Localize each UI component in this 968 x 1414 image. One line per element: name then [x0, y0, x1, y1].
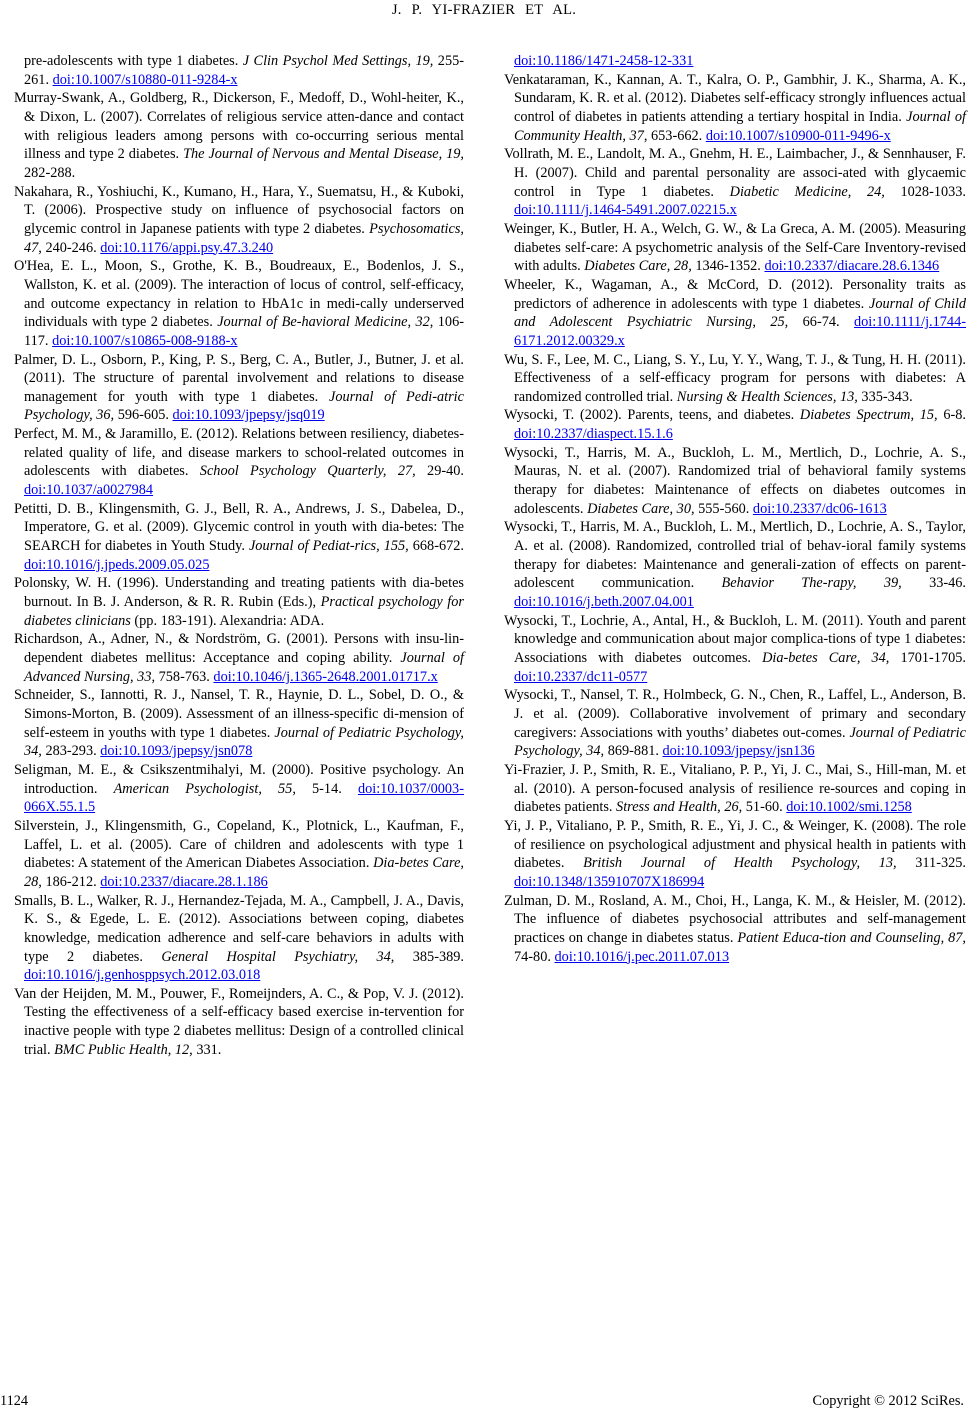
journal-title: Journal of Be-havioral Medicine, 32,	[217, 314, 434, 331]
reference-entry	[14, 425, 464, 500]
journal-title: Journal of Pediatric Psychology, 34,	[24, 724, 464, 760]
journal-title: Patient Educa-tion and Counseling, 87,	[737, 929, 966, 946]
reference-entry	[504, 351, 966, 407]
reference-entry	[14, 351, 464, 426]
doi-link[interactable]: doi:10.1016/j.jpeds.2009.05.025	[24, 556, 210, 573]
doi-link[interactable]: doi:10.2337/dc06-1613	[752, 500, 887, 517]
journal-title: Diabetes Spectrum, 15,	[799, 407, 938, 424]
reference-text: 186-212.	[41, 873, 101, 890]
doi-link[interactable]: doi:10.1111/j.1464-5491.2007.02215.x	[514, 202, 737, 219]
doi-link[interactable]: doi:10.1016/j.beth.2007.04.001	[514, 594, 694, 611]
reference-entry	[504, 276, 966, 351]
journal-title: BMC Public Health, 12,	[54, 1041, 193, 1058]
reference-text: Nakahara, R., Yoshiuchi, K., Kumano, H., Hara, Y., Suematsu, H., & Kuboki, T. (2006). Prospective study on influence of psychosocial factors on glycemic control in Japanese patients with type 2 diabetes.	[14, 183, 464, 237]
reference-text: 51-60.	[742, 799, 787, 816]
page-number: 1124	[0, 1393, 29, 1409]
reference-text: 1028-1033.	[884, 183, 966, 200]
reference-entry	[504, 406, 966, 443]
doi-link[interactable]: doi:10.1093/jpepsy/jsq019	[172, 407, 325, 424]
journal-title: Dia-betes Care, 28,	[24, 855, 464, 890]
doi-link[interactable]: doi:10.1111/j.1744-6171.2012.00329.x	[514, 314, 966, 349]
reference-text: Wysocki, T., Harris, M. A., Buckloh, L. M., Mertlich, D., Lochrie, A. S., Taylor, A. et al. (2008). Randomized, controlled trial of behav-ioral family systems therapy for diabetes: Maintenance and generali-zation of effects on parent-adolescent communication.	[504, 519, 966, 592]
running-header: J. P. YI-FRAZIER ET AL.	[391, 2, 577, 18]
reference-entry	[504, 145, 966, 220]
doi-link[interactable]: doi:10.1016/j.genhosppsych.2012.03.018	[24, 967, 261, 984]
reference-text: 240-246.	[41, 239, 101, 256]
reference-text: 311-325.	[896, 855, 966, 872]
reference-text: Smalls, B. L., Walker, R. J., Hernandez-Tejada, M. A., Campbell, J. A., Davis, K. S., & Egede, L. E. (2012). Associations between coping, diabetes knowledge, medication adherence and self-care behaviors in adults with type 2 diabetes.	[14, 892, 464, 965]
doi-link[interactable]: doi:10.1037/0003-066X.55.1.5	[24, 780, 464, 816]
journal-title: Dia-betes Care, 34,	[762, 650, 890, 666]
reference-text: 331.	[192, 1041, 222, 1058]
reference-text: Yi-Frazier, J. P., Smith, R. E., Vitaliano, P. P., Yi, J. C., Mai, S., Hill-man, M. et al. (2010). A person-focused analysis of resilience re-sources and coping in diabetes patients.	[504, 761, 966, 816]
journal-title: Journal of Advanced Nursing, 33,	[24, 650, 465, 685]
reference-text: 29-40.	[415, 463, 464, 480]
journal-title: Journal of Pediat-rics, 155,	[248, 538, 409, 555]
reference-text: Venkataraman, K., Kannan, A. T., Kalra, O. P., Gambhir, J. K., Sharma, A. K., Sundaram, K. R. et al. (2012). Diabetes self-efficacy strongly influences actual control of diabetes in patients attending a tertiary hospital in India.	[504, 71, 966, 125]
doi-link[interactable]: doi:10.1046/j.1365-2648.2001.01717.x	[213, 668, 438, 685]
journal-title: British Journal of Health Psychology, 13,	[583, 855, 897, 872]
doi-link[interactable]: doi:10.1348/135910707X186994	[514, 873, 705, 890]
reference-entry	[14, 89, 464, 182]
reference-entry	[504, 612, 966, 687]
reference-text: 385-389.	[394, 948, 464, 965]
journal-title: Journal of Community Health, 37,	[514, 108, 967, 144]
doi-link[interactable]: doi:10.1007/s10900-011-9496-x	[705, 127, 891, 144]
reference-text: 758-763.	[155, 668, 214, 685]
journal-title: Stress and Health, 26,	[616, 799, 743, 816]
doi-link[interactable]: doi:10.1007/s10880-011-9284-x	[52, 71, 238, 88]
doi-link[interactable]: doi:10.1176/appi.psy.47.3.240	[100, 239, 274, 256]
reference-entry	[14, 686, 464, 761]
reference-text: 596-605.	[114, 407, 173, 424]
doi-link[interactable]: doi:10.1093/jpepsy/jsn136	[662, 743, 815, 760]
journal-title: American Psychologist, 55,	[113, 780, 296, 797]
reference-text: 335-343.	[857, 388, 913, 405]
reference-entry	[504, 444, 966, 519]
reference-text: Wheeler, K., Wagaman, A., & McCord, D. (2012). Personality traits as predictors of adherence in adolescents with type 1 diabetes.	[504, 276, 966, 312]
reference-text: Vollrath, M. E., Landolt, M. A., Gnehm, H. E., Laimbacher, J., & Sennhauser, F. H. (2007). Child and parental personality are associ-ated with glycaemic control in Type 1 diabetes.	[504, 146, 966, 200]
reference-entry	[504, 817, 966, 892]
reference-entry	[504, 686, 966, 761]
journal-title: J Clin Psychol Med Settings, 19,	[242, 53, 434, 69]
journal-title: Behavior The-rapy, 39,	[721, 575, 902, 592]
copyright-notice: Copyright © 2012 SciRes.	[812, 1393, 964, 1409]
reference-text: 1346-1352.	[691, 258, 765, 275]
reference-text: Yi, J. P., Vitaliano, P. P., Smith, R. E., Yi, J. C., & Weinger, K. (2008). The role of resilience on psychological adjustment and physical health in patients with diabetes.	[504, 817, 966, 872]
reference-text: Silverstein, J., Klingensmith, G., Copeland, K., Plotnick, L., Kaufman, F., Laffel, L. et al. (2005). Care of children and adolescents with type 1 diabetes: A statement of the American Diabetes Association.	[14, 817, 464, 872]
reference-text: Wu, S. F., Lee, M. C., Liang, S. Y., Lu, Y. Y., Wang, T. J., & Tung, H. H. (2011). Effectiveness of a self-efficacy program for persons with diabetes: A randomized controlled trial.	[504, 351, 966, 405]
reference-text: 555-560.	[694, 500, 753, 517]
journal-title: Nursing & Health Sciences, 13,	[676, 388, 858, 405]
reference-entry	[14, 630, 464, 686]
reference-text: 255-261.	[24, 53, 464, 88]
doi-link[interactable]: doi:10.1093/jpepsy/jsn078	[100, 743, 253, 760]
reference-text: O'Hea, E. L., Moon, S., Grothe, K. B., Boudreaux, E., Bodenlos, J. S., Wallston, K. et al. (2009). The interaction of locus of control, self-efficacy, and outcome expectancy in relation to HbA1c in medi-cally underserved individuals with type 2 diabetes.	[14, 258, 464, 331]
reference-text: 282-288.	[24, 164, 76, 181]
reference-entry	[14, 574, 464, 630]
reference-text: pre-adolescents with type 1 diabetes.	[24, 53, 243, 69]
reference-entry	[14, 500, 464, 575]
reference-entry	[504, 220, 966, 276]
journal-title: Diabetes Care, 28,	[584, 258, 692, 275]
reference-text: Murray-Swank, A., Goldberg, R., Dickerson, F., Medoff, D., Wohl-heiter, K., & Dixon, L. (2007). Correlates of religious service atten-dance and contact with religious leaders among persons with co-occurring serious mental illness and type 2 diabetes.	[14, 90, 464, 163]
reference-text: Wysocki, T. (2002). Parents, teens, and diabetes.	[504, 407, 800, 424]
reference-text: Wysocki, T., Nansel, T. R., Holmbeck, G. N., Chen, R., Laffel, L., Anderson, B. J. et al. (2009). Collaborative involvement of primary and secondary caregivers: Associations with youths’ diabetes out-comes.	[504, 687, 966, 741]
reference-entry	[504, 518, 966, 611]
references-left-column	[14, 52, 464, 1059]
journal-title: Journal of Pedi-atric Psychology, 36,	[24, 388, 464, 424]
reference-entry	[14, 817, 464, 892]
doi-link[interactable]: doi:10.2337/diaspect.15.1.6	[514, 426, 673, 443]
journal-title: Diabetic Medicine, 24,	[729, 183, 885, 200]
reference-entry	[504, 761, 966, 817]
reference-text: Seligman, M. E., & Csikszentmihalyi, M. (2000). Positive psychology. An introduction.	[14, 761, 464, 797]
reference-text: 5-14.	[295, 780, 358, 797]
reference-text: Petitti, D. B., Klingensmith, G. J., Bell, R. A., Andrews, J. S., Dabelea, D., Imperatore, G. et al. (2009). Glycemic control in youth with dia-betes: The SEARCH for diabetes in Youth Study.	[14, 500, 464, 555]
doi-link[interactable]: doi:10.2337/diacare.28.6.1346	[764, 258, 940, 275]
journal-title: Journal of Pediatric Psychology, 34,	[514, 724, 966, 760]
reference-text: Van der Heijden, M. M., Pouwer, F., Romeijnders, A. C., & Pop, V. J. (2012). Testing the effectiveness of a self-efficacy based exercise in-tervention for inactive people with type 2 diabetes mellitus: Design of a controlled clinical trial.	[14, 985, 464, 1058]
journal-title: Psychosomatics, 47,	[24, 220, 464, 256]
references-right-column	[504, 52, 966, 966]
doi-link[interactable]: doi:10.1016/j.pec.2011.07.013	[554, 948, 730, 965]
reference-entry	[14, 761, 464, 817]
reference-text: Perfect, M. M., & Jaramillo, E. (2012). Relations between resiliency, diabetes-related quality of life, and disease markers to school-related outcomes in adolescents with diabetes.	[14, 426, 464, 480]
reference-entry	[14, 985, 464, 1060]
journal-title: The Journal of Nervous and Mental Disease, 19,	[183, 146, 464, 163]
reference-entry	[504, 892, 966, 967]
doi-link[interactable]: doi:10.1186/1471-2458-12-331	[514, 53, 694, 69]
reference-text: Palmer, D. L., Osborn, P., King, P. S., Berg, C. A., Butler, J., Butner, J. et al. (2011). The structure of parental involvement and relations to disease management for youth with type 1 diabetes.	[14, 351, 464, 405]
reference-text: 668-672.	[408, 538, 464, 555]
reference-text: Schneider, S., Iannotti, R. J., Nansel, T. R., Haynie, D. L., Sobel, D. O., & Simons-Morton, B. (2009). Assessment of an illness-specific di-mension of self-esteem in youths with type 1 diabetes.	[14, 687, 464, 741]
journal-title: Journal of Child and Adolescent Psychiatric Nursing, 25,	[514, 295, 966, 331]
reference-text: Polonsky, W. H. (1996). Understanding and treating patients with dia-betes burnout. In B. J. Anderson, & R. R. Rubin (Eds.),	[14, 575, 464, 611]
reference-entry	[14, 257, 464, 350]
reference-text: 74-80.	[514, 948, 555, 965]
journal-title: School Psychology Quarterly, 27,	[199, 463, 416, 480]
reference-text: Zulman, D. M., Rosland, A. M., Choi, H., Langa, K. M., & Heisler, M. (2012). The influence of diabetes psychosocial attributes and self-management practices on change in diabetes status.	[504, 892, 966, 946]
journal-title: Diabetes Care, 30,	[587, 500, 695, 517]
reference-text: Wysocki, T., Harris, M. A., Buckloh, L. M., Mertlich, D., Lochrie, A. S., Mauras, N. et al. (2007). Randomized trial of behavioral family systems therapy for diabetes: Maintenance of effects on diabetes outcomes in adolescents.	[504, 444, 966, 517]
reference-entry	[14, 52, 464, 89]
doi-link[interactable]: doi:10.1002/smi.1258	[786, 799, 912, 816]
reference-text: (pp. 183-191). Alexandria: ADA.	[130, 612, 325, 629]
reference-entry	[504, 71, 966, 146]
reference-entry	[14, 892, 464, 985]
reference-text: Richardson, A., Adner, N., & Nordström, G. (2001). Persons with insu-lin-dependent diabetes mellitus: Acceptance and coping ability.	[14, 631, 464, 666]
journal-title: General Hospital Psychiatry, 34,	[161, 948, 395, 965]
doi-link[interactable]: doi:10.1037/a0027984	[24, 482, 154, 499]
reference-text: 106-117.	[24, 314, 464, 349]
reference-text: Weinger, K., Butler, H. A., Welch, G. W., & La Greca, A. M. (2005). Measuring diabetes self-care: A psychometric analysis of the Self-Care Inventory-revised with adults.	[504, 220, 966, 275]
reference-text: 6-8.	[937, 407, 966, 424]
doi-link[interactable]: doi:10.2337/dc11-0577	[514, 668, 648, 685]
journal-title: Practical psychology for diabetes clinicians	[24, 594, 464, 629]
reference-entry	[14, 183, 464, 258]
reference-text: 653-662.	[647, 127, 706, 144]
reference-text: Wysocki, T., Lochrie, A., Antal, H., & Buckloh, L. M. (2011). Youth and parent knowledge and communication about major complica-tions of type 1 diabetes: Associations with diabetes outcomes.	[504, 612, 966, 666]
reference-text: 1701-1705.	[889, 650, 966, 666]
reference-text: 33-46.	[901, 575, 966, 592]
doi-link[interactable]: doi:10.2337/diacare.28.1.186	[100, 873, 268, 890]
reference-entry	[504, 52, 966, 71]
reference-text: 66-74.	[788, 314, 854, 331]
reference-text: 283-293.	[41, 743, 101, 760]
reference-text: 869-881.	[604, 743, 663, 760]
doi-link[interactable]: doi:10.1007/s10865-008-9188-x	[52, 332, 238, 349]
